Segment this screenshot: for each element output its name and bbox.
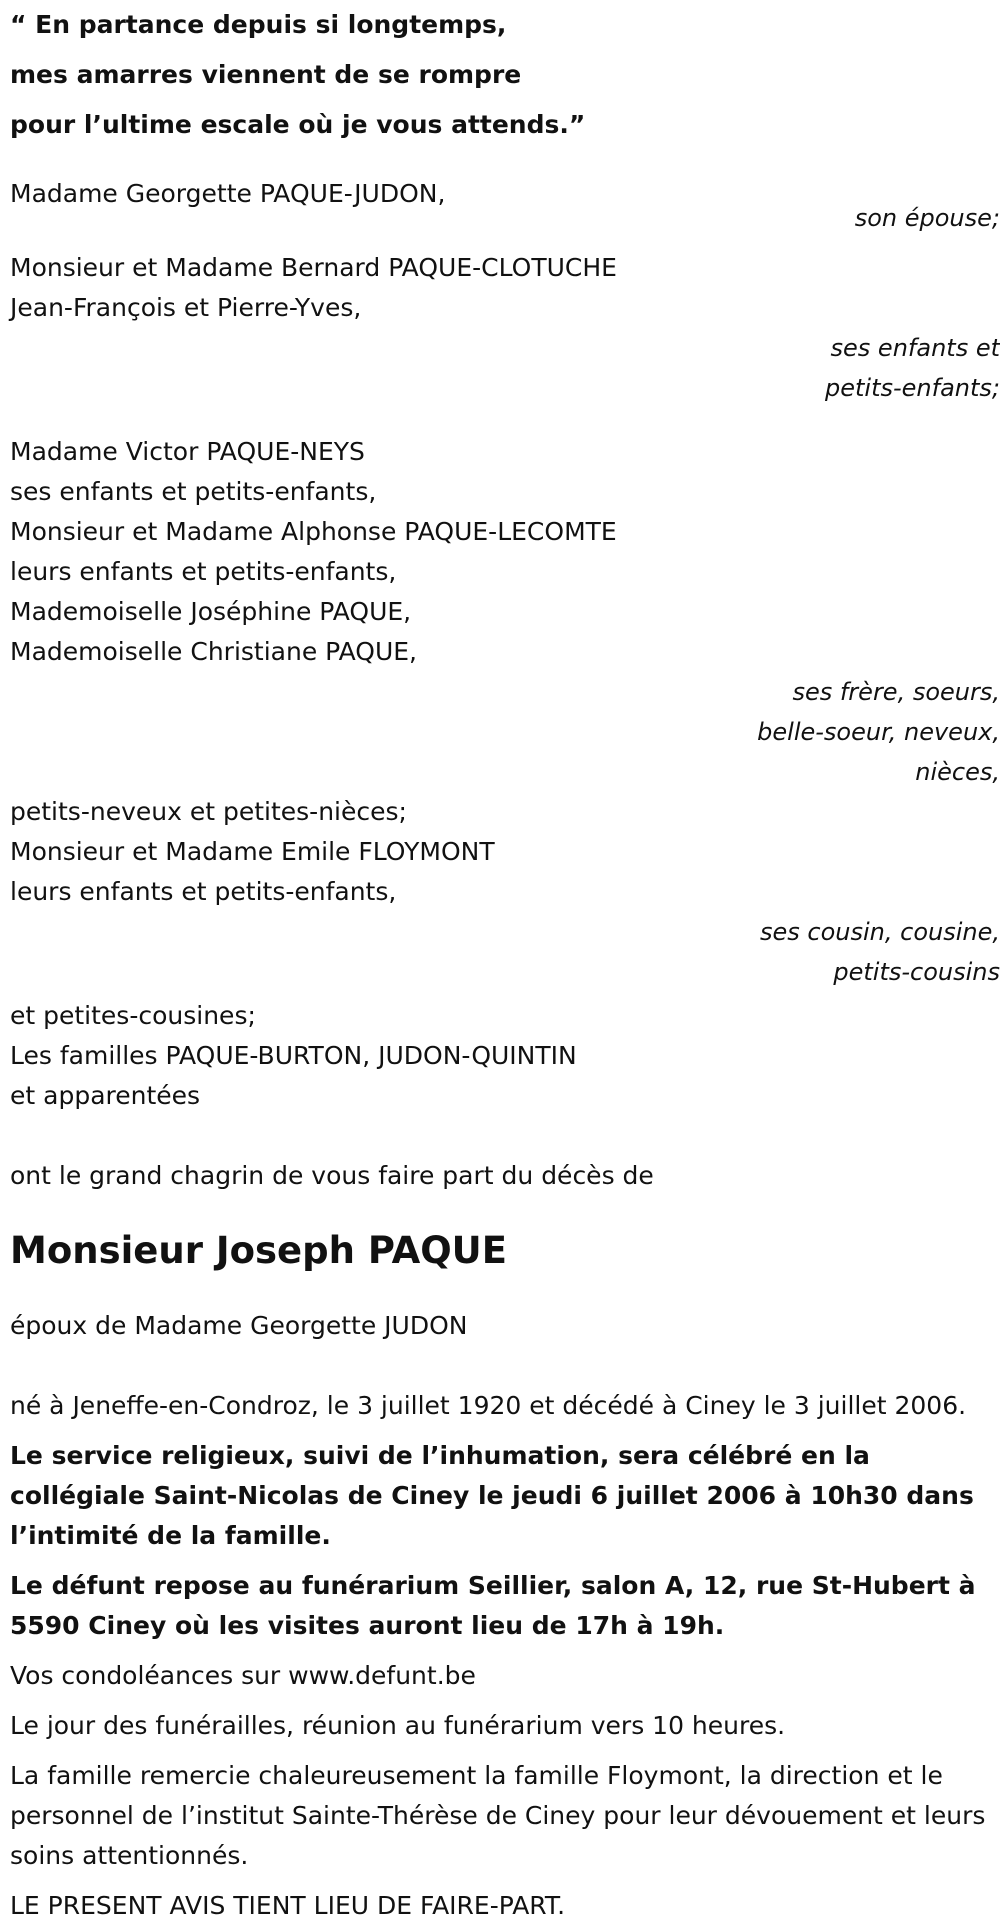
birth-death-text: né à Jeneffe-en-Condroz, le 3 juillet 1920 et décédé à Ciney le 3 juillet 2006. xyxy=(10,1391,967,1420)
cousins-line: petits-neveux et petites-nièces; xyxy=(10,797,407,826)
deceased-name: Monsieur Joseph PAQUE xyxy=(10,1229,507,1272)
quote-line: mes amarres viennent de se rompre xyxy=(10,60,522,89)
spouse-of-text: époux de Madame Georgette JUDON xyxy=(10,1311,468,1340)
others-line: Les familles PAQUE-BURTON, JUDON-QUINTIN xyxy=(10,1041,577,1070)
service-text: Le service religieux, suivi de l’inhumation, sera célébré en la collégiale Saint-Nicolas de Ciney le jeudi 6 juillet 2006 à 10h30 dans l’intimité de la famille. xyxy=(10,1441,974,1550)
children-line: Jean-François et Pierre-Yves, xyxy=(10,293,362,322)
siblings-line: ses enfants et petits-enfants, xyxy=(10,477,377,506)
spouse-name: Madame Georgette PAQUE-JUDON, xyxy=(10,179,446,208)
children-role: ses enfants et xyxy=(830,334,1000,362)
siblings-line: Mademoiselle Joséphine PAQUE, xyxy=(10,597,412,626)
siblings-role: ses frère, soeurs, xyxy=(792,678,1000,706)
others-line: et petites-cousines; xyxy=(10,1001,256,1030)
siblings-line: leurs enfants et petits-enfants, xyxy=(10,557,397,586)
family-siblings-block xyxy=(10,432,1000,792)
meeting-text: Le jour des funérailles, réunion au funérarium vers 10 heures. xyxy=(10,1711,786,1740)
repose-text: Le défunt repose au funérarium Seillier, salon A, 12, rue St-Hubert à 5590 Ciney où les visites auront lieu de 17h à 19h. xyxy=(10,1571,976,1640)
quote-line: pour l’ultime escale où je vous attends.” xyxy=(10,110,586,139)
siblings-role: nièces, xyxy=(915,758,1000,786)
closing-text: LE PRESENT AVIS TIENT LIEU DE FAIRE-PART. xyxy=(10,1891,566,1920)
cousins-line: Monsieur et Madame Emile FLOYMONT xyxy=(10,837,495,866)
opening-quote xyxy=(10,0,990,150)
cousins-role: petits-cousins xyxy=(833,958,1000,986)
siblings-line: Madame Victor PAQUE-NEYS xyxy=(10,437,365,466)
cousins-role: ses cousin, cousine, xyxy=(760,918,1000,946)
children-line: Monsieur et Madame Bernard PAQUE-CLOTUCHE xyxy=(10,253,617,282)
thanks-text: La famille remercie chaleureusement la famille Floymont, la direction et le personnel de l’institut Sainte-Thérèse de Ciney pour leur dévouement et leurs soins attentionnés. xyxy=(10,1761,986,1870)
siblings-role: belle-soeur, neveux, xyxy=(757,718,1000,746)
family-others-block xyxy=(10,996,990,1116)
family-spouse-block xyxy=(10,174,1000,238)
family-cousins-block xyxy=(10,792,1000,992)
quote-line: “ En partance depuis si longtemps, xyxy=(10,10,507,39)
children-role: petits-enfants; xyxy=(825,374,1000,402)
family-children-block xyxy=(10,248,1000,408)
others-line: et apparentées xyxy=(10,1081,201,1110)
cousins-line: leurs enfants et petits-enfants, xyxy=(10,877,397,906)
condolences-text: Vos condoléances sur www.defunt.be xyxy=(10,1661,476,1690)
announcement-text: ont le grand chagrin de vous faire part du décès de xyxy=(10,1161,654,1190)
spouse-role: son épouse; xyxy=(854,204,1000,232)
siblings-line: Mademoiselle Christiane PAQUE, xyxy=(10,637,418,666)
siblings-line: Monsieur et Madame Alphonse PAQUE-LECOMTE xyxy=(10,517,617,546)
